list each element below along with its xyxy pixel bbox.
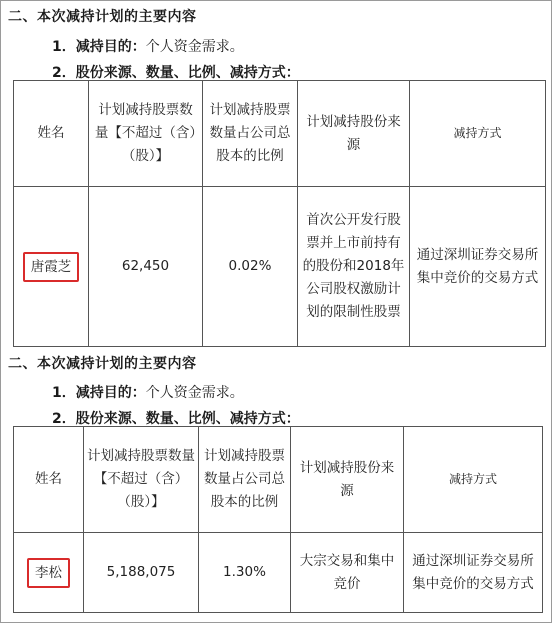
cell-method: 通过深圳证券交易所集中竞价的交易方式 (404, 533, 543, 613)
cell-name (14, 533, 84, 613)
table-header-row (14, 427, 543, 533)
header-source: 计划减持股份来源 (291, 427, 404, 533)
purpose-value: 个人资金需求。 (145, 385, 244, 401)
cell-name (14, 187, 89, 347)
source-heading: 2．股份来源、数量、比例、减持方式： (52, 65, 300, 81)
reduction-plan-table (13, 80, 546, 347)
cell-quantity: 5,188,075 (84, 533, 199, 613)
reduction-plan-table (13, 426, 543, 613)
cell-source: 大宗交易和集中竞价 (291, 533, 404, 613)
header-quantity: 计划减持股票数量【不超过（含）（股）】 (84, 427, 199, 533)
table-row (14, 533, 543, 613)
purpose-label: 1．减持目的： (52, 385, 146, 401)
source-heading: 2．股份来源、数量、比例、减持方式： (52, 411, 300, 427)
cell-ratio: 0.02% (203, 187, 298, 347)
highlighted-name: 唐霞芝 (23, 252, 80, 282)
header-ratio: 计划减持股票数量占公司总股本的比例 (203, 81, 298, 187)
cell-method: 通过深圳证券交易所集中竞价的交易方式 (410, 187, 546, 347)
header-name: 姓名 (14, 81, 89, 187)
section-heading: 二、本次减持计划的主要内容 (8, 9, 197, 25)
cell-ratio: 1.30% (199, 533, 291, 613)
section-heading: 二、本次减持计划的主要内容 (8, 356, 197, 372)
highlighted-name: 李松 (27, 558, 70, 588)
purpose-value: 个人资金需求。 (145, 39, 244, 55)
header-name: 姓名 (14, 427, 84, 533)
cell-quantity: 62,450 (89, 187, 203, 347)
header-method: 减持方式 (404, 427, 543, 533)
header-ratio: 计划减持股票数量占公司总股本的比例 (199, 427, 291, 533)
purpose-label: 1．减持目的： (52, 39, 146, 55)
header-method: 减持方式 (410, 81, 546, 187)
header-quantity: 计划减持股票数量【不超过（含）（股）】 (89, 81, 203, 187)
header-source: 计划减持股份来源 (298, 81, 410, 187)
table-row (14, 187, 546, 347)
cell-source: 首次公开发行股票并上市前持有的股份和2018年公司股权激励计划的限制性股票 (298, 187, 410, 347)
purpose-line (52, 382, 244, 402)
purpose-line (52, 36, 244, 56)
table-header-row (14, 81, 546, 187)
